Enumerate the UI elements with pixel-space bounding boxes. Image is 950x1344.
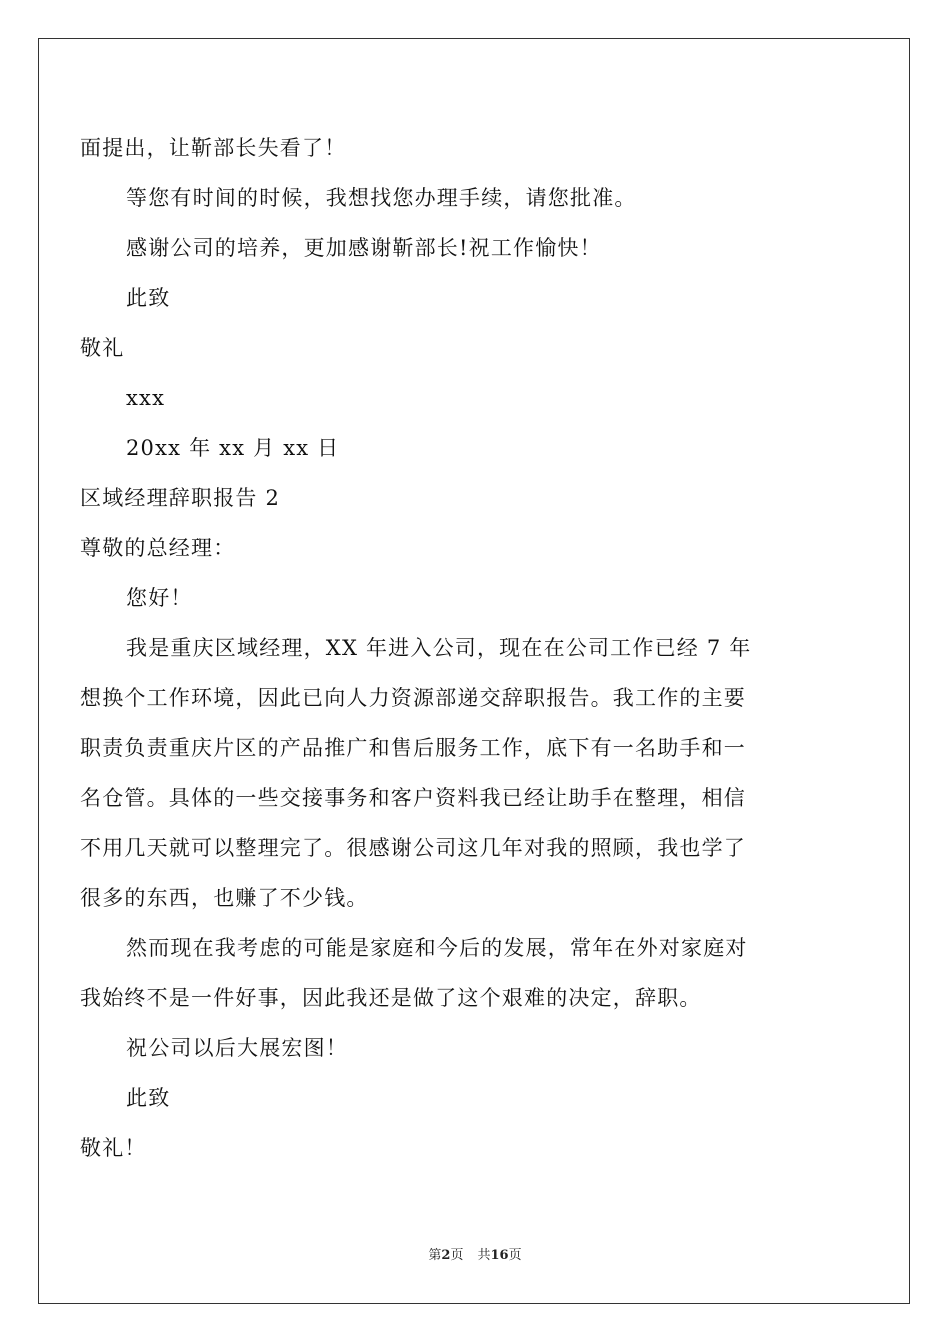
text-line: 祝公司以后大展宏图！ [126, 1036, 348, 1060]
text-line: 职责负责重庆片区的产品推广和售后服务工作，底下有一名助手和一 [80, 736, 746, 760]
text-line: 很多的东西，也赚了不少钱。 [80, 886, 369, 910]
page-suffix: 页 [450, 1248, 464, 1263]
text-line: 我是重庆区域经理，XX 年进入公司，现在在公司工作已经 7 年 [126, 636, 752, 660]
signature-name: xxx [126, 386, 166, 410]
closing-salutation: 此致 [126, 1086, 171, 1110]
page-prefix: 第 [428, 1248, 442, 1263]
text-line: 然而现在我考虑的可能是家庭和今后的发展，常年在外对家庭对 [126, 936, 748, 960]
closing-salutation: 此致 [126, 286, 171, 310]
text-line: 面提出，让靳部长失看了！ [80, 136, 347, 160]
text-line: 您好！ [126, 586, 193, 610]
document-body [80, 123, 840, 1173]
total-suffix: 页 [508, 1248, 522, 1263]
total-pages: 16 [490, 1248, 509, 1263]
text-line: 我始终不是一件好事，因此我还是做了这个艰难的决定，辞职。 [80, 986, 702, 1010]
signature-date: 20xx 年 xx 月 xx 日 [126, 436, 340, 460]
text-line: 不用几天就可以整理完了。很感谢公司这几年对我的照顾，我也学了 [80, 836, 746, 860]
page-number: 2 [441, 1248, 451, 1263]
closing-regards: 敬礼 [80, 336, 125, 360]
letter-greeting: 尊敬的总经理： [80, 536, 236, 560]
text-line: 感谢公司的培养，更加感谢靳部长!祝工作愉快！ [126, 236, 602, 260]
section-title: 区域经理辞职报告 2 [80, 486, 281, 510]
text-line: 想换个工作环境，因此已向人力资源部递交辞职报告。我工作的主要 [80, 686, 746, 710]
total-prefix: 共 [477, 1248, 491, 1263]
text-line: 名仓管。具体的一些交接事务和客户资料我已经让助手在整理，相信 [80, 786, 746, 810]
closing-regards: 敬礼！ [80, 1136, 147, 1160]
page-footer [0, 1247, 950, 1265]
text-line: 等您有时间的时候，我想找您办理手续，请您批准。 [126, 186, 637, 210]
